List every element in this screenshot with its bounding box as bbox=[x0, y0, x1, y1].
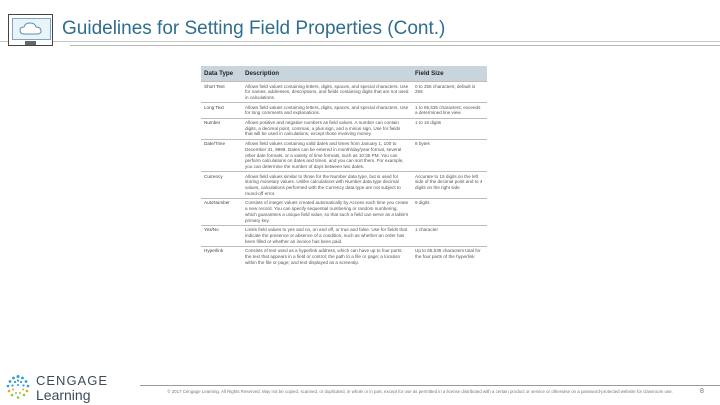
header-description: Description bbox=[242, 66, 412, 82]
field-size-cell: 0 to 255 characters; default is 255 bbox=[412, 82, 487, 103]
description-cell: Allows field values containing valid dates and times from January 1, 100 to December 31, 9999. Dates can be entered in month/day/year format, several other date formats, or a variety of time formats, such as 10:35 PM. You can perform calculations on dates and times, and you can sort them. For example, you can determine the number of days between two dates. bbox=[242, 139, 412, 172]
description-cell: Limits field values to yes and no, on and off, or true and false. Use for fields that indicate the presence or absence of a condition, such as whether an order has been filled or whether an invoice has been paid. bbox=[242, 225, 412, 246]
field-size-cell: 1 character bbox=[412, 225, 487, 246]
description-cell: Allows field values similar to those for the Number data type, but is used for storing monetary values. Unlike calculations with Number data type decimal values, calculations performed with the Currency data type are not subject to round-off error. bbox=[242, 172, 412, 199]
cengage-wordmark: CENGAGE bbox=[36, 373, 109, 388]
description-cell: Allows positive and negative numbers as field values. A number can contain digits, a decimal point, commas, a plus sign, and a minus sign. Use for fields that will be used in calculations, except those involving money. bbox=[242, 118, 412, 139]
top-divider bbox=[0, 41, 720, 42]
table-row bbox=[201, 246, 487, 267]
table-row bbox=[201, 225, 487, 246]
description-cell: Consists of integer values created automatically by Access each time you create a new record. You can specify sequential numbering or random numbering, which guarantees a unique field value, so that such a field can serve as a table's primary key. bbox=[242, 198, 412, 225]
data-type-cell: Short Text bbox=[201, 82, 242, 103]
field-size-cell: 1 to 65,535 characters; exceeds a determined line view bbox=[412, 103, 487, 118]
page-title: Guidelines for Setting Field Properties (Cont.) bbox=[62, 18, 446, 39]
field-properties-table bbox=[201, 66, 487, 380]
field-size-cell: 1 to 15 digits bbox=[412, 118, 487, 139]
data-type-cell: Date/Time bbox=[201, 139, 242, 172]
data-type-cell: Currency bbox=[201, 172, 242, 199]
table-row bbox=[201, 103, 487, 118]
table-row bbox=[201, 118, 487, 139]
cengage-learning-logo bbox=[4, 372, 124, 402]
data-type-cell: AutoNumber bbox=[201, 198, 242, 225]
copyright-notice: © 2017 Cengage Learning. All Rights Reserved. May not be copied, scanned, or duplicated, in whole or in part, except for use as permitted in a license distributed with a certain product or service or otherwise on a password-protected website for classroom use. bbox=[167, 389, 673, 394]
table-row bbox=[201, 82, 487, 103]
footer-divider bbox=[140, 385, 720, 386]
description-cell: Allows field values containing letters, digits, spaces, and special characters. Use for names, addresses, descriptions, and fields containing digits that are not used in calculations. bbox=[242, 82, 412, 103]
table-row bbox=[201, 172, 487, 199]
cengage-mark-icon bbox=[4, 374, 32, 400]
description-cell: Allows field values containing letters, digits, spaces, and special characters. Use for long comments and explanations. bbox=[242, 103, 412, 118]
table-header-row bbox=[201, 66, 487, 82]
title-underline bbox=[70, 45, 720, 46]
field-size-cell: Accurate to 15 digits on the left side of the decimal point and to 4 digits on the right side bbox=[412, 172, 487, 199]
page-number: 8 bbox=[700, 388, 704, 395]
description-cell: Consists of text used as a hyperlink address, which can have up to four parts: the text that appears in a field or control; the path to a file or page; a location within the file or page; and text displayed as a screentip. bbox=[242, 246, 412, 267]
field-size-cell: 8 bytes bbox=[412, 139, 487, 172]
data-type-cell: Hyperlink bbox=[201, 246, 242, 267]
data-type-cell: Yes/No bbox=[201, 225, 242, 246]
table-row bbox=[201, 139, 487, 172]
data-type-cell: Number bbox=[201, 118, 242, 139]
data-type-cell: Long Text bbox=[201, 103, 242, 118]
header-field-size: Field Size bbox=[412, 66, 487, 82]
table-row bbox=[201, 198, 487, 225]
header-data-type: Data Type bbox=[201, 66, 242, 82]
field-size-cell: Up to 65,535 characters total for the four parts of the hyperlink bbox=[412, 246, 487, 267]
cloud-monitor-icon bbox=[8, 14, 53, 46]
field-size-cell: 9 digits bbox=[412, 198, 487, 225]
learning-wordmark: Learning bbox=[36, 387, 91, 403]
